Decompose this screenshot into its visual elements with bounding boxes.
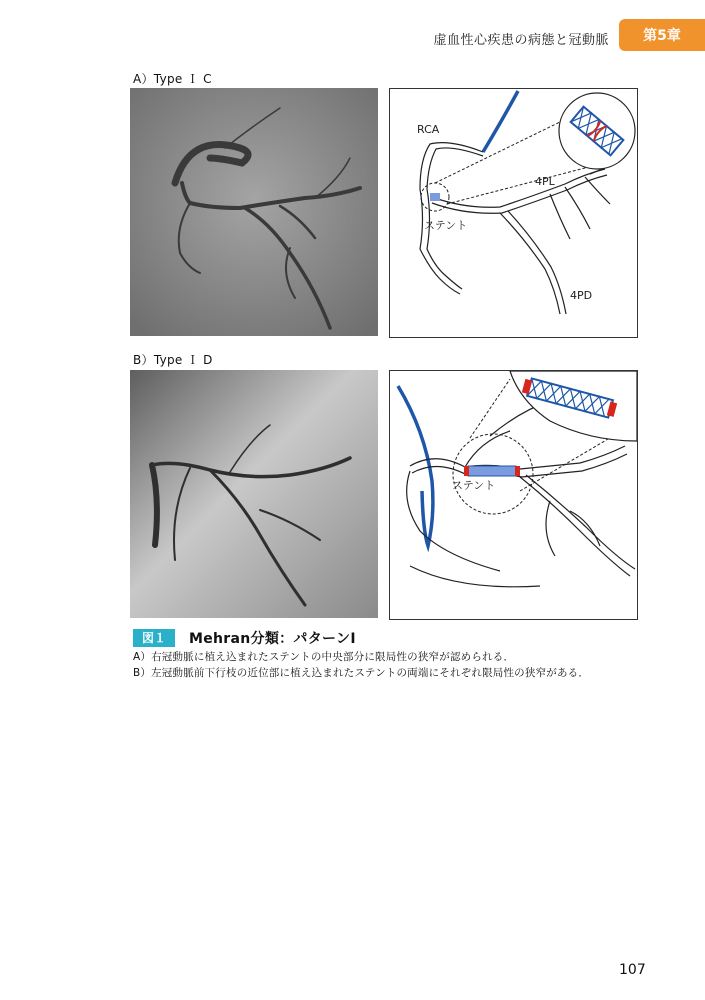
figure-badge: 図１ — [133, 629, 175, 647]
page-number: 107 — [619, 962, 646, 978]
label-rca: RCA — [417, 123, 440, 136]
angiogram-image-a — [130, 88, 378, 336]
chapter-tab: 第5章 — [619, 19, 705, 51]
stent-mark — [430, 193, 440, 201]
schematic-diagram-b — [389, 370, 638, 620]
panel-a-label: A）Type Ｉ C — [133, 72, 212, 86]
label-4pd: 4PD — [570, 289, 593, 302]
panel-b-label: B）Type Ｉ D — [133, 353, 213, 367]
angiogram-image-b — [130, 370, 378, 618]
figure-title: Mehran分類：パターンⅠ — [189, 631, 356, 647]
figure-title-row — [133, 629, 356, 647]
stent-mark — [464, 466, 520, 476]
catheter-line — [398, 386, 433, 546]
caption-a: A）右冠動脈に植え込まれたステントの中央部分に限局性の狭窄が認められる． — [133, 651, 515, 663]
schematic-diagram-a — [389, 88, 638, 338]
label-stent-a: ステント — [424, 219, 468, 232]
label-stent-b: ステント — [452, 479, 496, 492]
caption-b: B）左冠動脈前下行枝の近位部に植え込まれたステントの両端にそれぞれ限局性の狭窄がある． — [133, 667, 590, 679]
catheter-line — [483, 91, 518, 152]
label-4pl: 4PL — [535, 175, 555, 188]
running-header-title: 虚血性心疾患の病態と冠動脈 — [433, 33, 609, 48]
